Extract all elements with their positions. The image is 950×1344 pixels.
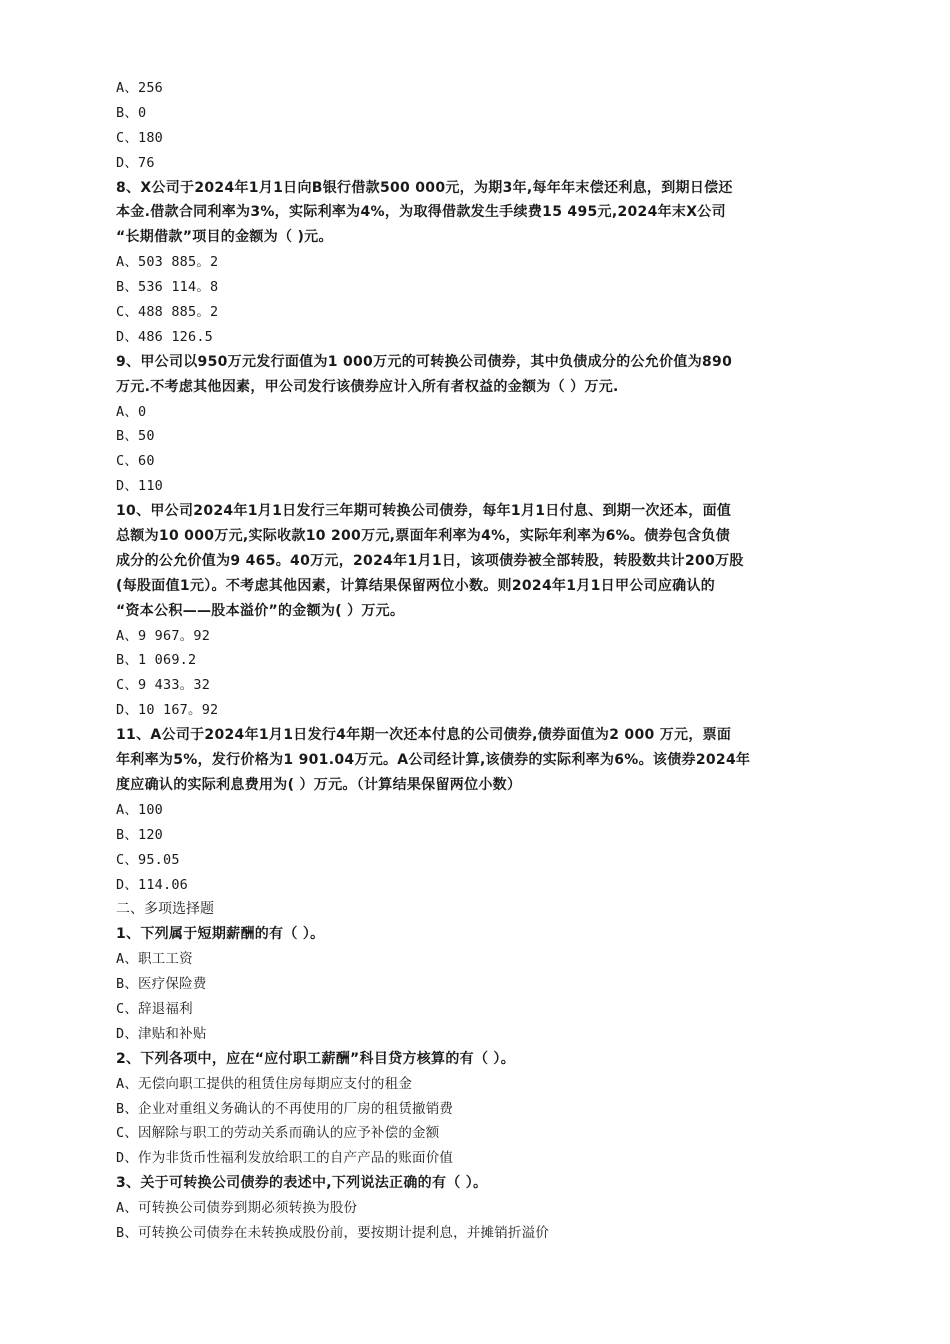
answer-option: C、9 433。32 [116, 677, 211, 694]
answer-option: C、488 885。2 [116, 304, 219, 321]
question-text: 2、下列各项中，应在“应付职工薪酬”科目贷方核算的有（ ）。 [116, 1050, 516, 1067]
answer-option: A、9 967。92 [116, 627, 211, 644]
answer-option: B、120 [116, 826, 164, 843]
answer-option: B、1 069.2 [116, 652, 197, 669]
answer-option: C、180 [116, 129, 164, 146]
question-text: 度应确认的实际利息费用为( ）万元。（计算结果保留两位小数） [116, 776, 522, 793]
answer-option: D、110 [116, 478, 164, 495]
answer-option: D、76 [116, 154, 155, 171]
section-heading: 二、多项选择题 [116, 901, 214, 918]
answer-option: D、10 167。92 [116, 702, 219, 719]
answer-option: B、可转换公司债券在未转换成股份前，要按期计提利息，并摊销折溢价 [116, 1224, 550, 1241]
question-text: 11、A公司于2024年1月1日发行4年期一次还本付息的公司债券,债券面值为2 000 万元，票面 [116, 727, 732, 744]
answer-option: D、津贴和补贴 [116, 1025, 207, 1042]
question-text: 万元.不考虑其他因素，甲公司发行该债券应计入所有者权益的金额为（ ）万元. [116, 378, 619, 395]
question-text: 本金.借款合同利率为3%，实际利率为4%，为取得借款发生手续费15 495元,2024年末X公司 [116, 204, 726, 221]
question-text: 8、X公司于2024年1月1日向B银行借款500 000元，为期3年,每年年末偿还利息，到期日偿还 [116, 179, 733, 196]
question-text: 年利率为5%，发行价格为1 901.04万元。A公司经计算,该债券的实际利率为6%。该债券2024年 [116, 752, 751, 769]
answer-option: B、536 114。8 [116, 279, 219, 296]
answer-option: B、0 [116, 104, 147, 121]
question-text: “长期借款”项目的金额为（ )元。 [116, 229, 333, 246]
question-list [116, 76, 836, 1246]
question-text: 成分的公允价值为9 465。40万元，2024年1月1日，该项债券被全部转股，转股数共计200万股 [116, 552, 744, 569]
answer-option: D、作为非货币性福利发放给职工的自产产品的账面价值 [116, 1150, 454, 1167]
question-text: 10、甲公司2024年1月1日发行三年期可转换公司债券，每年1月1日付息、到期一次还本，面值 [116, 503, 732, 520]
answer-option: C、60 [116, 453, 155, 470]
question-text: “资本公积——股本溢价”的金额为( ）万元。 [116, 602, 405, 619]
answer-option: A、0 [116, 403, 147, 420]
answer-option: A、256 [116, 80, 164, 96]
answer-option: C、辞退福利 [116, 1000, 193, 1017]
answer-option: C、因解除与职工的劳动关系而确认的应予补偿的金额 [116, 1125, 440, 1142]
answer-option: B、50 [116, 428, 155, 445]
answer-option: A、503 885。2 [116, 254, 219, 271]
answer-option: A、无偿向职工提供的租赁住房每期应支付的租金 [116, 1075, 413, 1092]
answer-option: D、486 126.5 [116, 328, 213, 345]
answer-option: A、职工工资 [116, 951, 193, 968]
question-text: 1、下列属于短期薪酬的有（ ）。 [116, 926, 325, 943]
answer-option: C、95.05 [116, 851, 180, 868]
answer-option: A、可转换公司债券到期必须转换为股份 [116, 1200, 358, 1217]
question-text: 9、甲公司以950万元发行面值为1 000万元的可转换公司债券，其中负债成分的公允价值为890 [116, 353, 733, 370]
answer-option: A、100 [116, 801, 164, 818]
question-text: 3、关于可转换公司债券的表述中,下列说法正确的有（ ）。 [116, 1175, 488, 1192]
question-text: 总额为10 000万元,实际收款10 200万元,票面年利率为4%，实际年利率为6%。债券包含负债 [116, 528, 731, 545]
answer-option: B、医疗保险费 [116, 976, 207, 993]
question-text: (每股面值1元）。不考虑其他因素，计算结果保留两位小数。则2024年1月1日甲公司应确认的 [116, 577, 716, 594]
answer-option: D、114.06 [116, 876, 188, 893]
answer-option: B、企业对重组义务确认的不再使用的厂房的租赁撤销费 [116, 1100, 454, 1117]
